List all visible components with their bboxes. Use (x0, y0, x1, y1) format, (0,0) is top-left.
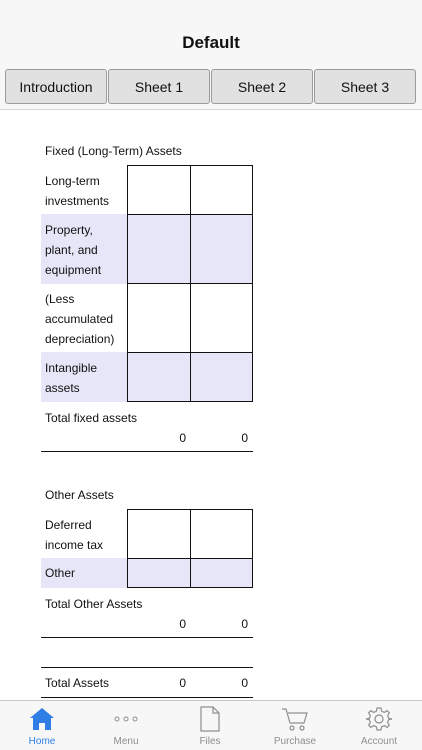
sheet-tabs (0, 64, 422, 110)
tabbar-label: Purchase (273, 736, 317, 747)
row-total-other-assets (41, 588, 253, 638)
input-cell-year-2[interactable] (190, 165, 253, 215)
tab-sheet-3[interactable]: Sheet 3 (314, 69, 416, 104)
input-cell-year-2[interactable] (190, 558, 253, 588)
input-cell-year-1[interactable] (127, 352, 191, 402)
tab-introduction[interactable]: Introduction (5, 69, 107, 104)
row-total-fixed-assets (41, 402, 253, 452)
worksheet-content[interactable] (0, 111, 422, 700)
tabbar-item-home[interactable] (0, 701, 84, 750)
tabbar-label: Menu (113, 736, 139, 747)
divider (41, 638, 253, 668)
document-icon (168, 705, 252, 733)
navigation-bar (0, 0, 422, 64)
row-label: Intangible assets (41, 352, 127, 402)
cart-icon (253, 705, 337, 733)
row-property-plant-equipment (41, 214, 253, 284)
input-cell-year-1[interactable] (127, 165, 191, 215)
row-accumulated-depreciation (41, 283, 253, 353)
row-label: Long-term investments (45, 174, 110, 208)
page-title: Default (182, 33, 240, 52)
tabbar-item-purchase[interactable] (253, 701, 337, 750)
tabbar-item-account[interactable] (337, 701, 421, 750)
total-value-year-1: 0 (179, 431, 186, 445)
tabbar-label: Account (360, 736, 398, 747)
row-total-assets (41, 668, 253, 698)
row-label: (Less accumulated depreciation) (45, 292, 115, 346)
total-label: Total fixed assets (45, 411, 138, 425)
input-cell-year-1[interactable] (127, 558, 191, 588)
input-cell-year-2[interactable] (190, 283, 253, 353)
section-title-other-assets: Other Assets (45, 488, 114, 502)
tabbar-item-files[interactable] (168, 701, 252, 750)
total-value-year-2: 0 (241, 676, 248, 690)
row-label: Other (41, 558, 127, 588)
total-value-year-2: 0 (241, 431, 248, 445)
row-long-term-investments (41, 165, 253, 215)
tabbar-label: Home (28, 736, 56, 747)
tab-sheet-1[interactable]: Sheet 1 (108, 69, 210, 104)
row-label: Deferred income tax (45, 518, 104, 552)
input-cell-year-2[interactable] (190, 352, 253, 402)
section-title-fixed-assets: Fixed (Long-Term) Assets (45, 144, 182, 158)
total-value-year-1: 0 (179, 617, 186, 631)
tabbar-label: Files (199, 736, 221, 747)
gear-icon (337, 705, 421, 733)
home-icon (0, 705, 84, 733)
total-label: Total Other Assets (45, 597, 143, 611)
total-label: Total Assets (45, 676, 110, 690)
input-cell-year-1[interactable] (127, 509, 191, 559)
more-icon (84, 705, 168, 733)
bottom-tab-bar (0, 700, 422, 750)
input-cell-year-1[interactable] (127, 214, 191, 284)
row-deferred-income-tax (41, 509, 253, 559)
row-label: Property, plant, and equipment (41, 214, 127, 284)
input-cell-year-1[interactable] (127, 283, 191, 353)
input-cell-year-2[interactable] (190, 214, 253, 284)
input-cell-year-2[interactable] (190, 509, 253, 559)
total-value-year-2: 0 (241, 617, 248, 631)
tab-sheet-2[interactable]: Sheet 2 (211, 69, 313, 104)
tabbar-item-menu[interactable] (84, 701, 168, 750)
row-intangible-assets (41, 352, 253, 402)
total-value-year-1: 0 (179, 676, 186, 690)
row-other (41, 558, 253, 588)
